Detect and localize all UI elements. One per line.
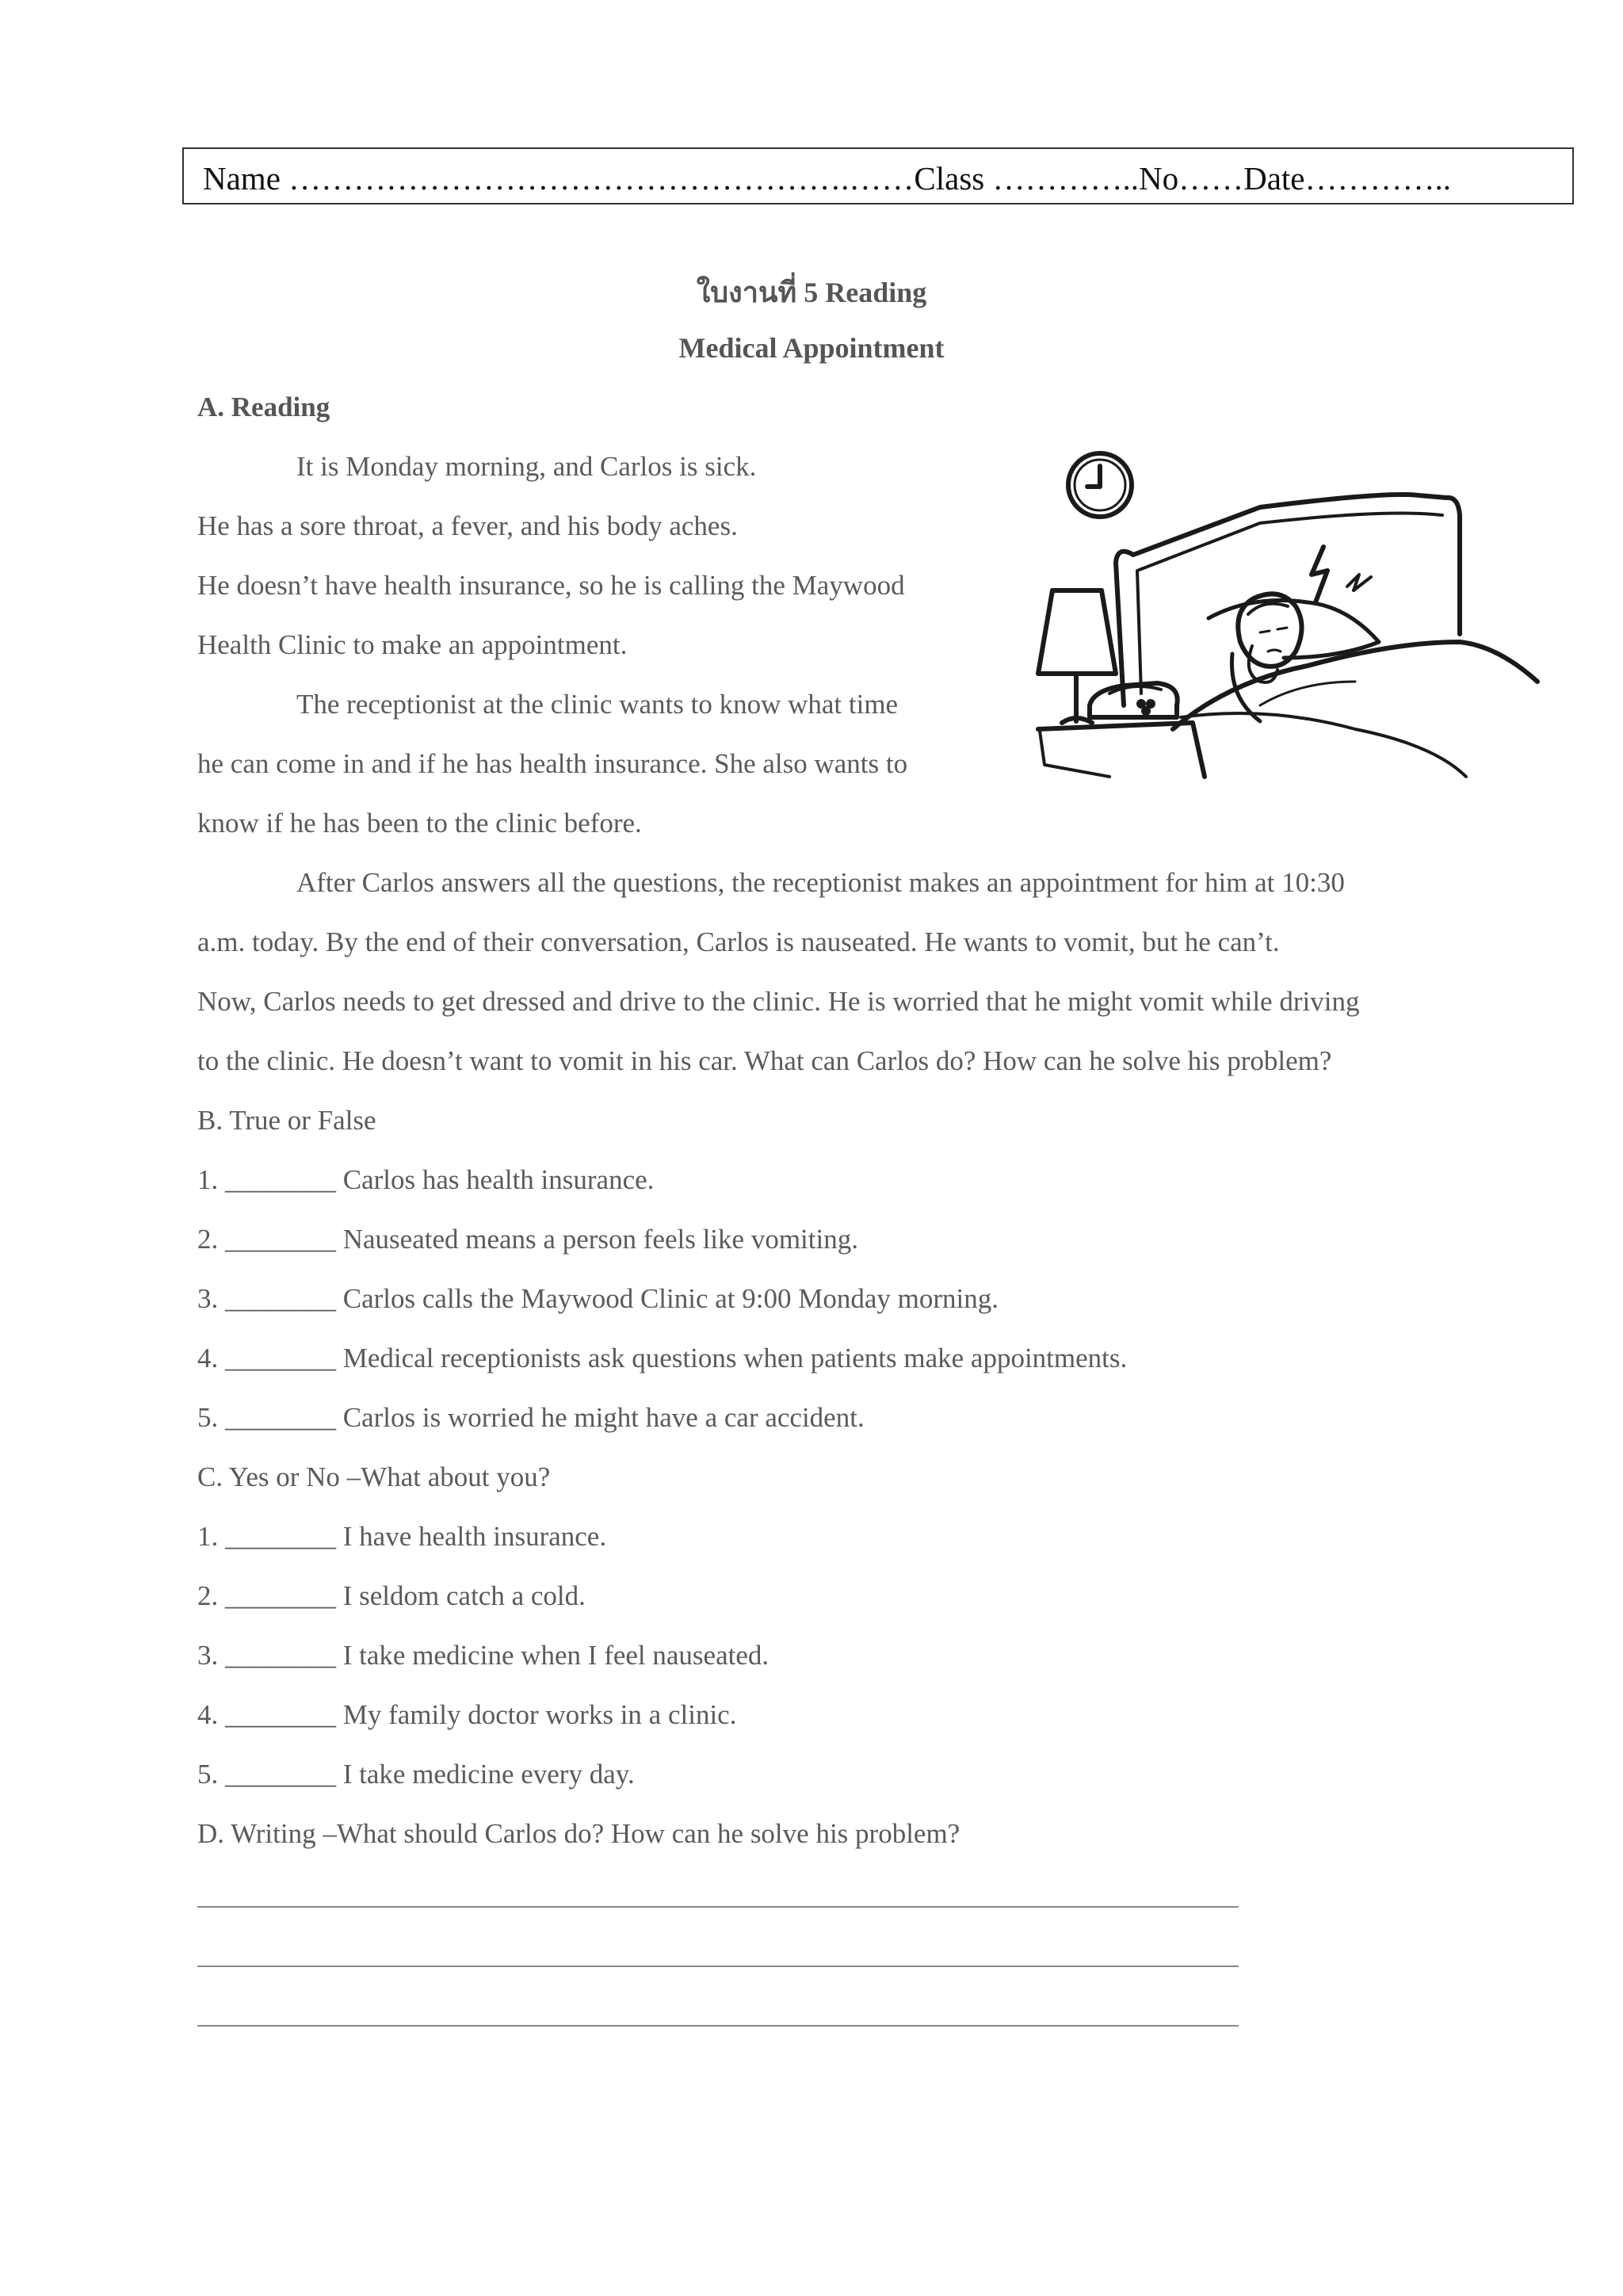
writing-line[interactable] <box>197 1966 1239 1967</box>
true-false-item[interactable]: 4. ________ Medical receptionists ask questions when patients make appointments. <box>197 1343 1128 1373</box>
name-class-date-box[interactable] <box>182 147 1574 204</box>
true-false-item[interactable]: 1. ________ Carlos has health insurance. <box>197 1164 655 1195</box>
reading-line: to the clinic. He doesn’t want to vomit in his car. What can Carlos do? How can he solve his problem? <box>197 1045 1332 1076</box>
section-c-heading: C. Yes or No –What about you? <box>197 1461 551 1492</box>
reading-line: know if he has been to the clinic before. <box>197 808 642 839</box>
writing-line[interactable] <box>197 2025 1239 2027</box>
reading-line: a.m. today. By the end of their conversation, Carlos is nauseated. He wants to vomit, but he can’t. <box>197 926 1280 957</box>
writing-line[interactable] <box>197 1906 1239 1908</box>
reading-line: It is Monday morning, and Carlos is sick. <box>296 451 757 482</box>
name-line: Name …………………………………………….……Class …………..No……Date………….. <box>203 160 1451 197</box>
true-false-item[interactable]: 5. ________ Carlos is worried he might have a car accident. <box>197 1402 865 1433</box>
true-false-item[interactable]: 3. ________ Carlos calls the Maywood Clinic at 9:00 Monday morning. <box>197 1283 999 1314</box>
sick-man-in-bed-illustration <box>1022 444 1553 793</box>
yes-no-item[interactable]: 1. ________ I have health insurance. <box>197 1521 607 1552</box>
worksheet-title: ใบงานที่ 5 Reading <box>696 277 927 308</box>
true-false-item[interactable]: 2. ________ Nauseated means a person feels like vomiting. <box>197 1224 858 1255</box>
bed-blanket <box>1173 642 1537 729</box>
reading-line: Health Clinic to make an appointment. <box>197 629 628 660</box>
reading-line: After Carlos answers all the questions, the receptionist makes an appointment for him at 10:30 <box>296 867 1345 898</box>
yes-no-item[interactable]: 3. ________ I take medicine when I feel nauseated. <box>197 1640 769 1671</box>
section-b-heading: B. True or False <box>197 1105 376 1136</box>
reading-line: he can come in and if he has health insurance. She also wants to <box>197 748 908 779</box>
section-a-heading: A. Reading <box>197 392 330 422</box>
yes-no-item[interactable]: 2. ________ I seldom catch a cold. <box>197 1580 586 1611</box>
clock-icon <box>1068 453 1132 517</box>
yes-no-item[interactable]: 4. ________ My family doctor works in a clinic. <box>197 1699 737 1730</box>
sick-man-icon <box>1232 547 1371 721</box>
reading-line: The receptionist at the clinic wants to know what time <box>296 689 899 720</box>
yes-no-item[interactable]: 5. ________ I take medicine every day. <box>197 1759 635 1790</box>
reading-line: He has a sore throat, a fever, and his body aches. <box>197 510 738 541</box>
reading-line: Now, Carlos needs to get dressed and drive to the clinic. He is worried that he might vomit while driving <box>197 986 1360 1017</box>
section-d-heading: D. Writing –What should Carlos do? How can he solve his problem? <box>197 1818 960 1849</box>
lamp-icon <box>1038 590 1116 723</box>
worksheet-subtitle: Medical Appointment <box>678 332 945 364</box>
telephone-icon <box>1090 683 1178 717</box>
reading-line: He doesn’t have health insurance, so he is calling the Maywood <box>197 570 905 601</box>
